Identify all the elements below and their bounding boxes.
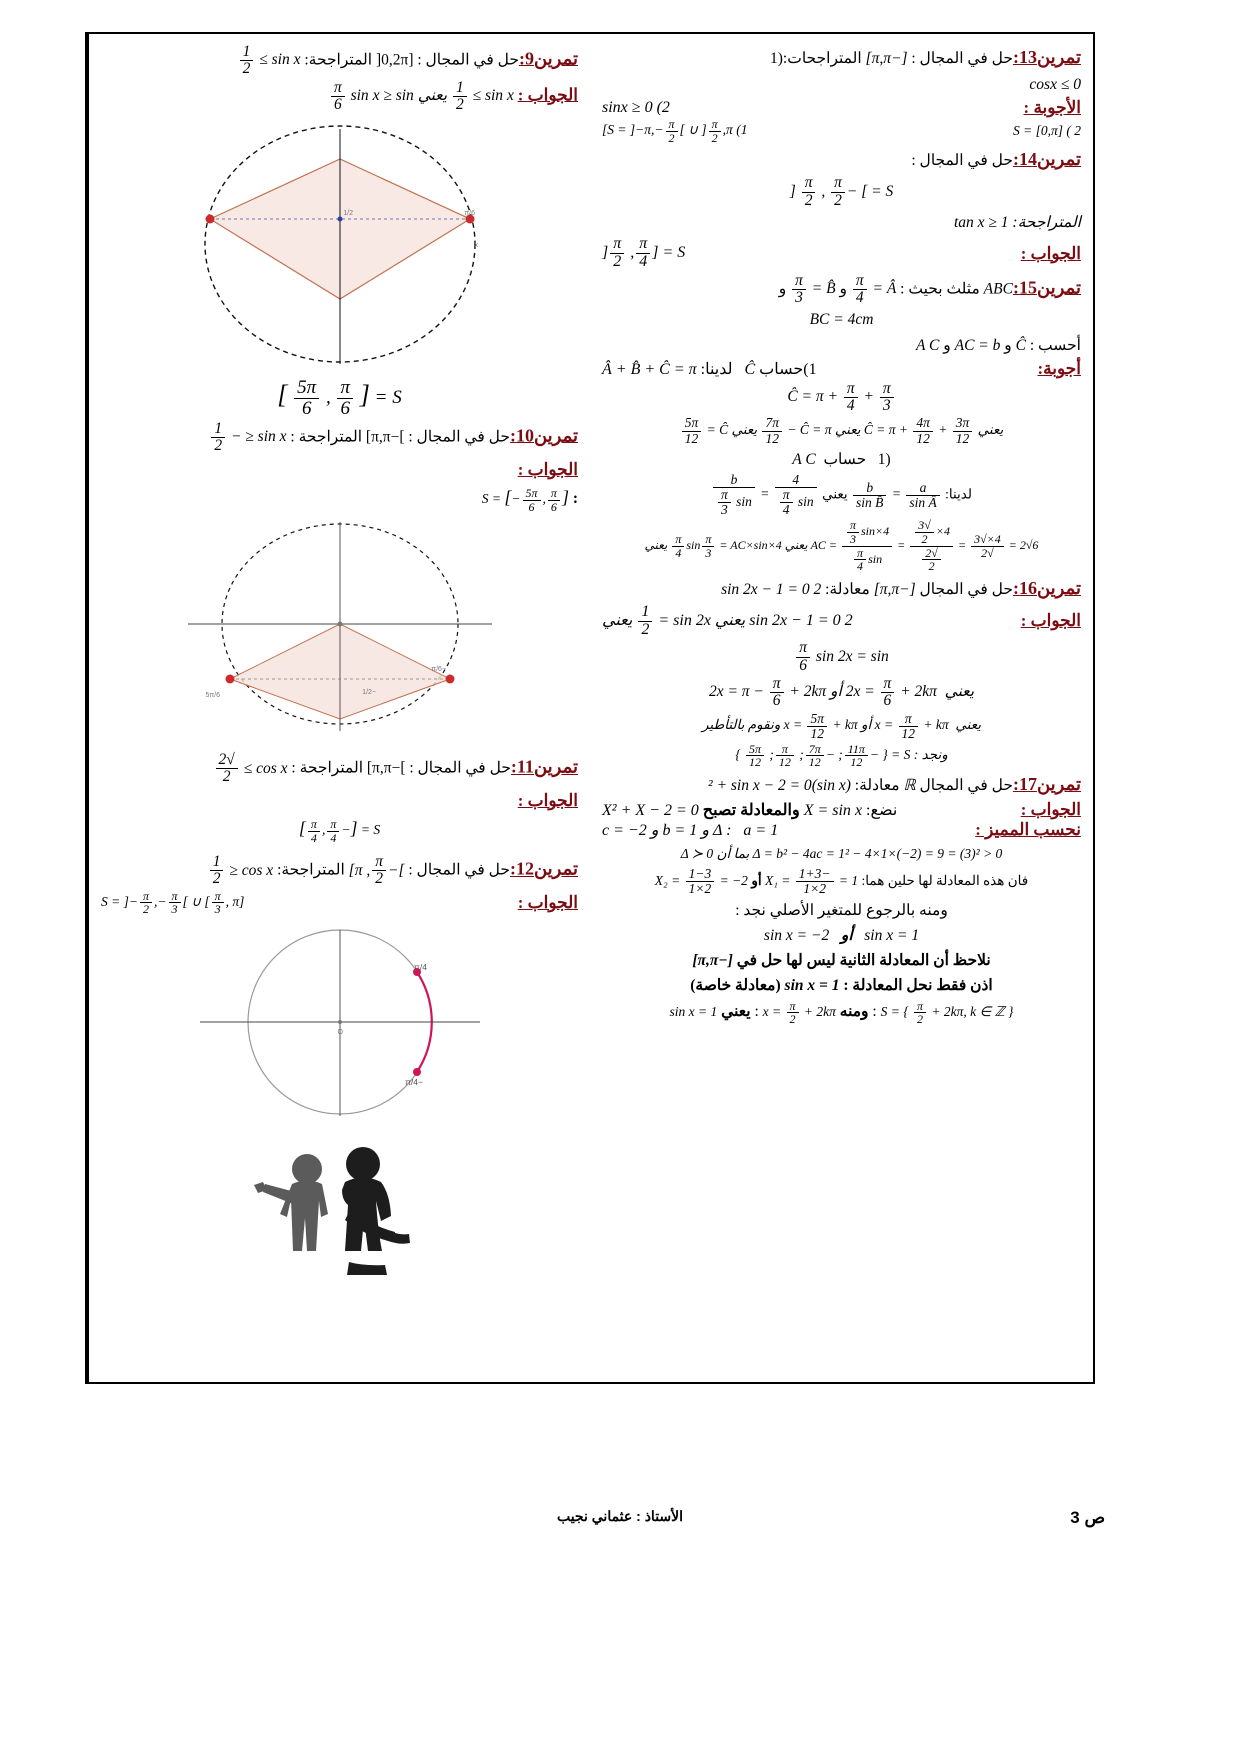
exercise-15-step6: AC = 4×sin $\frac{\pi}{3}$ sin $\frac{\pi}{4}$ = 4× $\frac{√3}{2}$ $\frac{√2}{2}$ = $\frac{4\times√3}{√2}$ = 2√6 يعني 4×sin $\frac{\pi}{3}$ = AC×sin $\frac{\pi}{4}$ يعني [644, 518, 1039, 574]
exercise-13-header [602, 44, 1081, 71]
exercise-17-step2: Δ : a = 1 و b = 1 و c = −2 [602, 822, 779, 840]
exercise-15-step2: $\frac{\pi}{3}$ + $\frac{\pi}{4}$ + Ĉ = π [602, 381, 1081, 415]
exercise-17-step8: اذن فقط نحل المعادلة : sin x = 1 (معادلة خاصة) [690, 977, 993, 995]
exercise-11-header [101, 752, 578, 786]
svg-text:π/6: π/6 [463, 210, 475, 218]
exercise-15-bc: BC = 4cm [809, 311, 874, 329]
exercise-13-statement: حل في المجال : [−π,π] المتراجحات:(1 [770, 50, 1013, 67]
document-page [85, 32, 1095, 1384]
exercise-17-step2-row [602, 820, 1081, 840]
exercise-13-title: تمرين13: [1012, 47, 1081, 67]
exercise-17-step7: نلاحظ أن المعادلة الثانية ليس لها حل في [−π,π] [692, 952, 991, 970]
people-silhouette-decoration [245, 1132, 435, 1297]
exercise-16-step1: 2 sin 2x − 1 = 0 يعني sin 2x = $\frac{1}{2}$ يعني [602, 602, 853, 638]
figure-10-label-right: −π/6 [430, 666, 446, 674]
figure-exercise-12-unit-circle [180, 922, 500, 1122]
exercise-13-answer-1: 1) S = ]−π,− $\frac{\pi}{2}$ [ ∪ ] $\frac{\pi}{2}$ ,π] [602, 117, 748, 145]
exercise-16-step5: ونجد : S = { − $\frac{11\pi}{12}$ ; − $\frac{7\pi}{12}$ ; $\frac{\pi}{12}$ ; $\frac{5\pi}{12}$ } [735, 741, 948, 770]
exercise-16-answer-label: الجواب : [1020, 611, 1081, 631]
exercise-15-step5: لدينا: $\frac{a}{\text{sin Â}}$ = $\frac{b}{\text{sin B̂}}$ يعني 4 sin $\frac{\pi}{4}$ = b sin $\frac{\pi}{3}$ [602, 473, 1081, 518]
exercise-13-answer-2: 2 ) S = [0,π] [1012, 123, 1081, 139]
exercise-15-answer-row [602, 359, 1081, 379]
figure-12-label-top: π/4 [413, 961, 427, 972]
exercise-17-answer-label: الجواب : [1020, 800, 1081, 820]
exercise-9-title: تمرين9: [518, 48, 578, 69]
exercise-16-statement: حل في المجال [−π,π] معادلة: 2 sin 2x − 1 = 0 [721, 580, 1013, 598]
svg-text:1/2: 1/2 [342, 210, 353, 218]
exercise-10-title: تمرين10: [509, 425, 578, 446]
exercise-15-title: تمرين15: [1012, 277, 1081, 298]
exercise-10-statement: حل في المجال : ]−π,π] المتراجحة : [290, 428, 510, 446]
exercise-16-step4: يعني x = $\frac{\pi}{12}$ + kπ أو x = $\frac{5\pi}{12}$ + kπ ونقوم بالتأطير [701, 710, 982, 741]
exercise-13-answers-label: الأجوبة : [1023, 98, 1081, 118]
exercise-11-title: تمرين11: [510, 756, 578, 777]
exercise-9-answer-line: sin x ≥ $\frac{1}{2}$ يعني sin x ≥ sin $\frac{\pi}{6}$ [329, 87, 514, 104]
exercise-10-answer-label: الجواب : [517, 459, 578, 479]
exercise-17-step3: Δ = b² − 4ac = 1² − 4×1×(−2) = 9 = (3)² > 0 بما أن Δ ≻ 0 [680, 846, 1003, 862]
exercise-12-statement: حل في المجال : ]− $\frac{\pi}{2}$ , π] المتراجحة: [277, 853, 510, 888]
exercise-15-header [602, 273, 1081, 307]
exercise-12-solution: S = ]− $\frac{\pi}{2}$ ,− $\frac{\pi}{3}$ [ ∪ [ $\frac{\pi}{3}$ , π] [101, 888, 245, 917]
exercise-14-answer-row [602, 236, 1081, 271]
figure-exercise-9-unit-circle [175, 119, 505, 369]
exercise-15-answer-label: أجوبة: [1037, 358, 1081, 378]
exercise-14-solution: S = [ $\frac{\pi}{4}$ , $\frac{\pi}{2}$ [ [602, 235, 686, 271]
exercise-9-statement: حل في المجال : [0,2π[ المتراجحة: [304, 51, 519, 69]
page-number: ص 3 [1070, 1508, 1105, 1527]
svg-text:x: x [474, 242, 478, 250]
exercise-17-discriminant-label: نحسب المميز : [975, 820, 1081, 840]
exercise-12-header [101, 854, 578, 888]
exercise-14-answer-label: الجواب : [1020, 243, 1081, 263]
exercise-16-header [602, 575, 1081, 602]
exercise-13-answers [602, 118, 1081, 144]
exercise-15-step4: (1 حساب A C [792, 450, 891, 468]
exercise-16-title: تمرين16: [1012, 577, 1081, 598]
exercise-17-step5: ومنه بالرجوع للمتغير الأصلي نجد : [735, 901, 948, 919]
exercise-11-answer-label: الجواب : [517, 790, 578, 810]
exercise-15-step3: يعني $\frac{3\pi}{12}$ + $\frac{4\pi}{12}$ + Ĉ = π يعني Ĉ = π − $\frac{7\pi}{12}$ يعني Ĉ = $\frac{5\pi}{12}$ [602, 416, 1081, 445]
exercise-11-solution: S = [− $\frac{\pi}{4}$ , $\frac{\pi}{4}$ ] [298, 817, 381, 845]
exercise-10-solution: S = [− $\frac{5\pi}{6}$ , $\frac{\pi}{6}$ ] : [481, 485, 578, 514]
exercise-11-answer-label-row [101, 788, 578, 814]
exercise-14-statement: حل في المجال : [911, 152, 1013, 170]
exercise-16-answer-row [602, 604, 1081, 639]
exercise-13-line2: 2) sinx ≥ 0 [602, 99, 670, 117]
exercise-16-step2: sin 2x = sin $\frac{\pi}{6}$ [602, 640, 1081, 674]
exercise-11-inequality: cos x ≥ $\frac{√2}{2}$ [214, 760, 288, 777]
exercise-16-step3: يعني 2x = $\frac{\pi}{6}$ + 2kπ أو 2x = π − $\frac{\pi}{6}$ + 2kπ [708, 674, 975, 710]
exercise-14-title: تمرين14: [1012, 149, 1081, 170]
exercise-12-answer-row [101, 890, 578, 916]
svg-text:−1/2: −1/2 [361, 689, 376, 697]
exercise-9-solution: S = [ $\frac{\pi}{6}$ , $\frac{5\pi}{6}$ ] [277, 377, 402, 420]
exercise-17-answer-row [602, 800, 1081, 820]
exercise-17-step9: S = { $\frac{\pi}{2}$ + 2kπ, k ∈ ℤ } : ومنه x = $\frac{\pi}{2}$ + 2kπ : يعني sin x = 1 [669, 998, 1014, 1027]
page-footer [0, 1508, 1240, 1525]
right-column [87, 34, 590, 1382]
exercise-14-header [602, 146, 1081, 173]
exercise-14-interval: S = ] − $\frac{\pi}{2}$ , $\frac{\pi}{2}$ [ [789, 174, 894, 209]
exercise-9-answer-row [101, 80, 578, 114]
exercise-17-step1: نضع: X = sin x والمعادلة تصبح X² + X − 2 = 0 [602, 802, 898, 820]
exercise-17-step6: sin x = 1 أو sin x = −2 [763, 926, 920, 944]
exercise-11-statement: حل في المجال : ]−π,π] المتراجحة : [291, 759, 511, 777]
exercise-10-inequality: sin x ≤ − $\frac{1}{2}$ [209, 428, 286, 445]
exercise-12-title: تمرين12: [509, 858, 578, 879]
exercise-10-answer-label-row [101, 457, 578, 483]
exercise-9-answer-label: الجواب : [517, 84, 578, 104]
exercise-17-statement: حل في المجال ℝ معادلة: (sin x)² + sin x − 2 = 0 [708, 777, 1013, 795]
figure-10-label-left: 5π/6 [204, 692, 220, 700]
exercise-17-header [602, 771, 1081, 798]
exercise-15-statement: ABC مثلث بحيث : Â = $\frac{\pi}{4}$ و B̂ = $\frac{\pi}{3}$ و [778, 271, 1013, 307]
exercise-15-ask: أحسب : Ĉ و AC = b و A C [915, 336, 1081, 354]
svg-text:O: O [337, 1028, 343, 1036]
left-column [590, 34, 1093, 1382]
exercise-13-answers-row [602, 98, 1081, 118]
exercise-9-header [101, 44, 578, 78]
teacher-label: الأستاذ : عثماني نجيب [556, 1508, 684, 1524]
exercise-9-inequality: sin x ≥ $\frac{1}{2}$ [238, 51, 301, 68]
exercise-15-step1: 1)حساب Ĉ لدينا: Â + B̂ + Ĉ = π [602, 360, 817, 378]
figure-12-label-bottom: −π/4 [404, 1076, 423, 1087]
exercise-17-step4: فان هذه المعادلة لها حلين هما: X₁ = $\frac{-1+3}{2\times 1}$ = 1 أو X₂ = $\frac{1-3}{2\times 1}$ = −2 [654, 866, 1029, 897]
exercise-10-header [101, 421, 578, 455]
exercise-13-line1: cosx ≤ 0 [1029, 76, 1081, 93]
exercise-14-inequality: المتراجحة: tan x ≥ 1 [953, 213, 1081, 231]
figure-exercise-10-unit-circle [180, 519, 500, 734]
exercise-17-title: تمرين17: [1012, 774, 1081, 795]
exercise-12-inequality: cos x ≤ $\frac{1}{2}$ [208, 862, 273, 879]
exercise-12-answer-label: الجواب : [517, 892, 578, 912]
